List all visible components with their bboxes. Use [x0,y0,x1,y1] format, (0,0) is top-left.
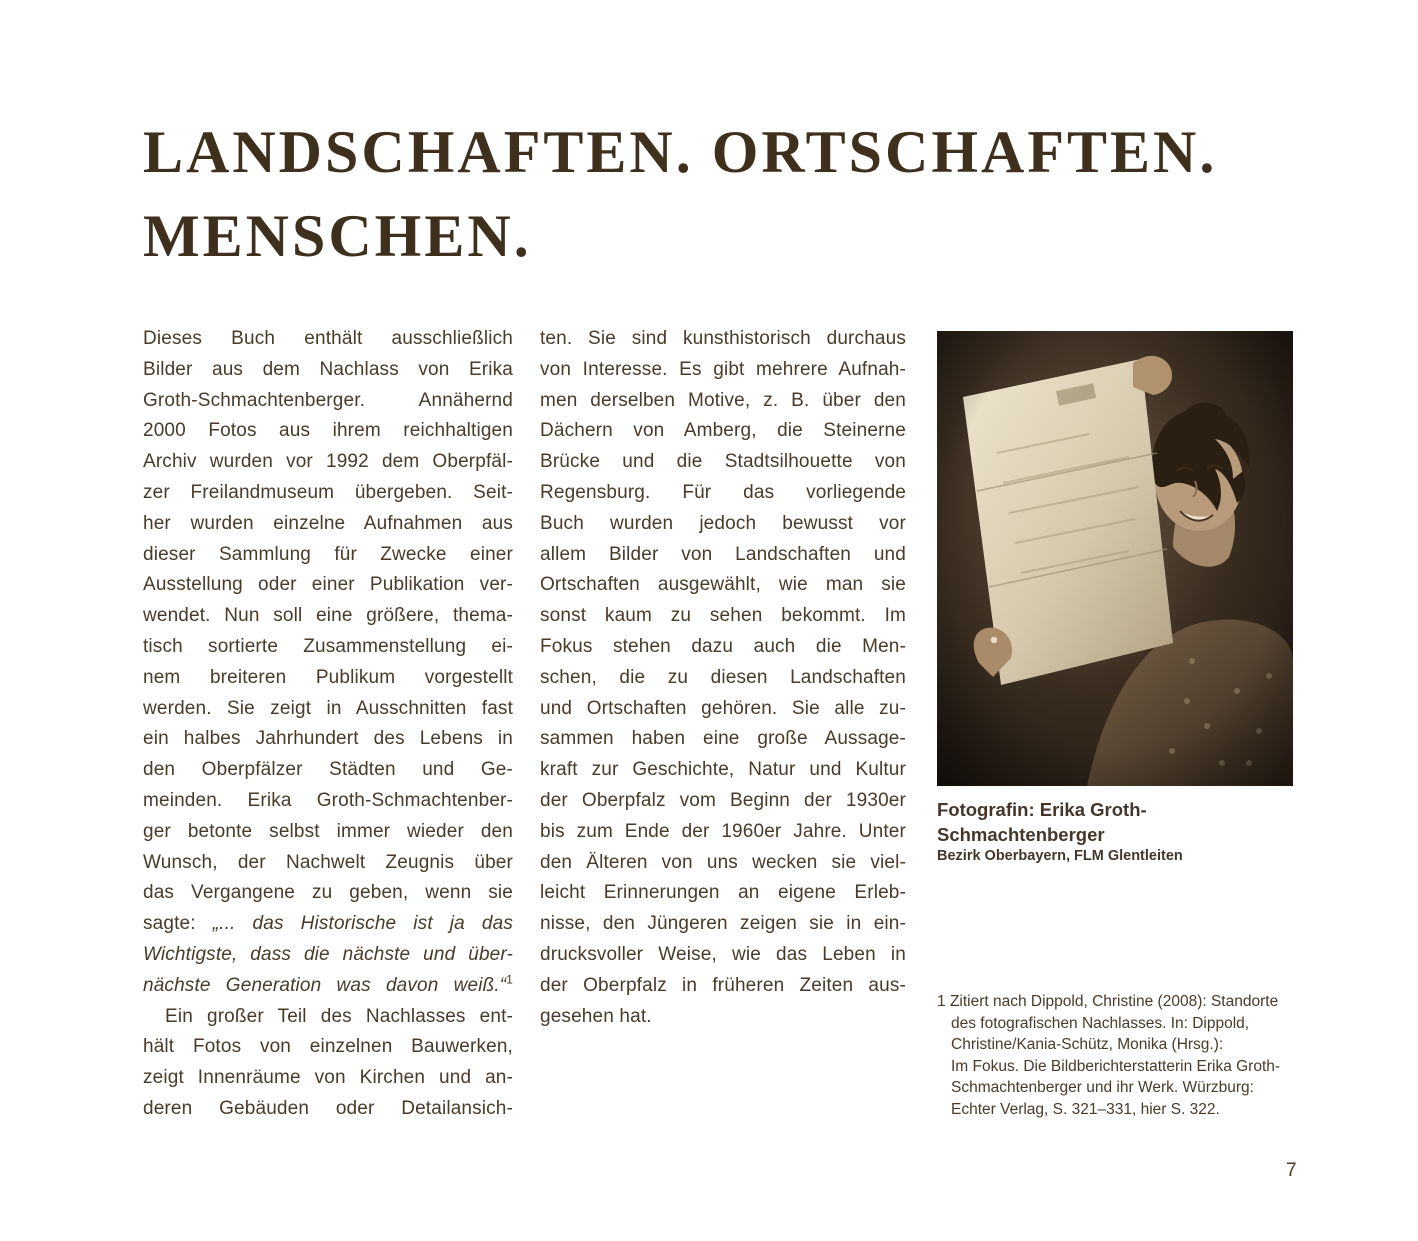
text-line: her wurden einzelne Aufnahmen aus [143,512,513,534]
text-line: Buch wurden jedoch bewusst vor [540,512,906,534]
text-line: drucksvoller Weise, wie das Leben in [540,943,906,965]
text-line: Bilder aus dem Nachlass von Erika [143,358,513,380]
text-line: leicht Erinnerungen an eigene Erleb- [540,882,906,904]
photo-vignette [937,331,1293,786]
text-line: Archiv wurden vor 1992 dem Oberpfäl- [143,451,513,473]
text-line: und Ortschaften gehören. Sie alle zu- [540,697,906,719]
text-line: Regensburg. Für das vorliegende [540,481,906,503]
photo-caption-title: Fotografin: Erika Groth-Schmachtenberger [937,799,1147,845]
text-line: der Oberpfalz vom Beginn der 1930er [540,789,906,811]
text-line: ten. Sie sind kunsthistorisch durchaus [540,328,906,349]
text-line: Ortschaften ausgewählt, wie man sie [540,574,906,596]
footnote-line: Christine/Kania-Schütz, Monika (Hrsg.): [951,1036,1224,1053]
text-line: zeigt Innenräume von Kirchen und an- [143,1067,513,1089]
text-line: sonst kaum zu sehen bekommt. Im [540,605,906,627]
photo-caption-credit: Bezirk Oberbayern, FLM Glentleiten [937,848,1183,864]
text-line: nächste Generation was davon weiß.“$^1$ [143,973,513,996]
text-line: Wunsch, der Nachwelt Zeugnis über [143,851,513,873]
photo-caption [937,797,1293,866]
footnote-line: Im Fokus. Die Bildberichterstatterin Erika Groth- [951,1057,1281,1075]
footnote-line: 1 Zitiert nach Dippold, Christine (2008): Standorte [937,993,1279,1010]
text-line: men derselben Motive, z. B. über den [540,389,906,411]
text-line: tisch sortierte Zusammenstellung ei- [143,635,513,657]
text-line: sagte: „... das Historische ist ja das [143,913,513,935]
footnote-line: Schmachtenberger und ihr Werk. Würzburg: [951,1079,1254,1096]
text-line: Brücke und die Stadtsilhouette von [540,451,906,473]
text-line: den Oberpfälzer Städten und Ge- [143,759,513,781]
text-line: kraft zur Geschichte, Natur und Kultur [540,759,906,781]
text-line: zer Freilandmuseum übergeben. Seit- [143,481,513,503]
text-line: sammen haben eine große Aussage- [540,728,906,750]
text-line: bis zum Ende der 1960er Jahre. Unter [540,820,906,842]
page-title [143,110,1217,278]
text-line: ger betonte selbst immer wieder den [143,820,513,842]
text-column-2 [540,324,906,1032]
page-number: 7 [1286,1160,1297,1181]
text-line: Groth-Schmachtenberger. Annähernd [143,389,513,411]
text-line: Ein großer Teil des Nachlasses ent- [165,1005,513,1027]
text-line: werden. Sie zeigt in Ausschnitten fast [143,697,513,719]
text-line: dieser Sammlung für Zwecke einer [143,543,513,565]
text-column-1 [143,324,513,1125]
text-line: allem Bilder von Landschaften und [540,543,906,565]
text-line: deren Gebäuden oder Detailansich- [143,1097,513,1119]
text-line: nem breiteren Publikum vorgestellt [143,666,513,688]
text-line: gesehen hat. [540,1005,652,1027]
photograph-erika-groth-schmachtenberger [937,331,1293,786]
text-line: schen, die zu diesen Landschaften [540,666,906,688]
text-line: Ausstellung oder einer Publikation ver- [143,574,513,596]
text-line: wendet. Nun soll eine größere, thema- [143,605,513,627]
text-line: das Vergangene zu geben, wenn sie [143,882,513,904]
title-line-1: LANDSCHAFTEN. ORTSCHAFTEN. [143,119,1218,185]
text-line: 2000 Fotos aus ihrem reichhaltigen [143,420,513,442]
photo-figure [937,331,1293,866]
text-line: Wichtigste, dass die nächste und über- [143,943,513,965]
text-line: der Oberpfalz in früheren Zeiten aus- [540,974,906,996]
text-line: Dieses Buch enthält ausschließlich [143,328,513,349]
text-line: Fokus stehen dazu auch die Men- [540,635,906,657]
text-line: meinden. Erika Groth-Schmachtenber- [143,789,513,811]
title-line-2: MENSCHEN. [143,203,532,269]
text-line: nisse, den Jüngeren zeigen sie in ein- [540,913,906,935]
footnote-marker: 1 [937,993,950,1010]
footnote-line: des fotografischen Nachlasses. In: Dippold, [951,1014,1250,1032]
footnote-line: Echter Verlag, S. 321–331, hier S. 322. [951,1100,1220,1118]
text-line: den Älteren von uns wecken sie viel- [540,851,906,873]
footnote [937,991,1309,1120]
text-line: von Interesse. Es gibt mehrere Aufnah- [540,358,906,380]
text-line: ein halbes Jahrhundert des Lebens in [143,728,513,750]
text-line: Dächern von Amberg, die Steinerne [540,420,906,442]
text-line: hält Fotos von einzelnen Bauwerken, [143,1036,513,1058]
